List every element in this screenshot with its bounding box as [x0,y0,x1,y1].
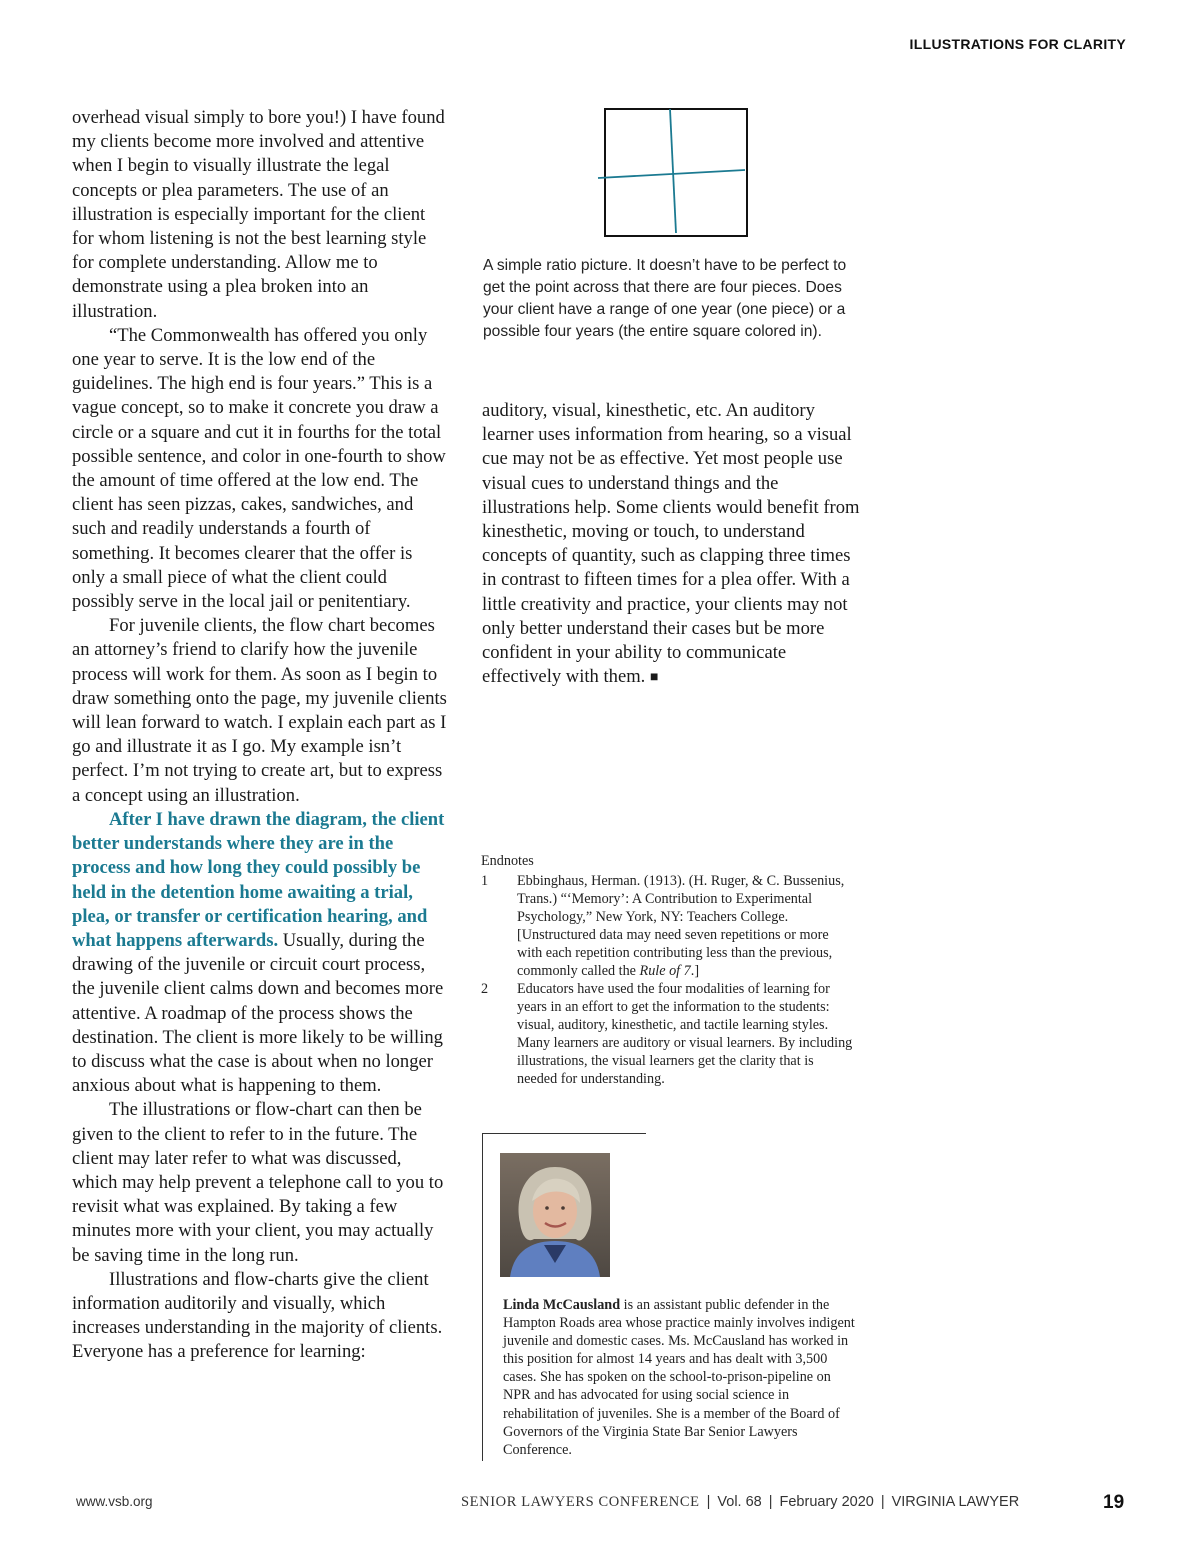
paragraph: overhead visual simply to bore you!) I have found my clients become more involved and attentive when I begin to visually illustrate the legal concepts or plea parameters. The use of an illustration is especially important for the client for whom listening is not the best learning style for complete understanding. Allow me to demonstrate using a plea broken into an illustration. [72,107,445,322]
endnote-italic: Rule of 7 [639,963,691,979]
paragraph: Illustrations and flow-charts give the client information auditorily and visually, which increases understanding in the majority of clients. Everyone has a preference for learning: [72,1268,443,1363]
endnote-number: 2 [481,981,489,997]
author-photo [500,1153,610,1277]
footer-volume: Vol. 68 [717,1494,762,1510]
bio-rule-left [482,1133,483,1461]
paragraph-with-pullquote [72,808,448,1098]
paragraph: “The Commonwealth has offered you only one year to serve. It is the low end of the guidelines. The high end is four years.” This is a vague concept, so to make it concrete you draw a circle or a square and cut it in fourths for the total possible sentence, and color in one-fourth to show the amount of time offered at the low end. The client has seen pizzas, cakes, sandwiches, and such and readily understands a fourth of something. It becomes clearer that the offer is only a small piece of what the client could possibly serve in the local jail or penitentiary. [72,324,446,613]
paragraph [482,399,862,690]
horizontal-divider [598,170,745,178]
author-bio-box [482,1133,860,1461]
page-number: 19 [1103,1492,1125,1513]
endnote-text [517,872,853,980]
footer-publication: SENIOR LAWYERS CONFERENCE [461,1494,700,1510]
paragraph-text: auditory, visual, kinesthetic, etc. An auditory learner uses information from hearing, so a visual cue may not be as effective. Yet most people use visual cues to understand things and the illustrations help. Some clients would benefit from kinesthetic, moving or touch, to understand concepts of quantity, such as clapping three times in contrast to fifteen times for a plea offer. With a little creativity and practice, your clients may not only better understand their cases but be more confident in your ability to communicate effectively with them. [482,400,860,688]
highlighted-text: After I have drawn the diagram, the client better understands where they are in the process and how long they could possibly be held in the detention home awaiting a trial, plea, or transfer or certification hearing, and what happens afterwards. [72,808,445,951]
endnote-item [481,872,853,980]
footer-magazine: VIRGINIA LAWYER [891,1494,1020,1510]
ratio-square-diagram [596,106,750,240]
endnote-text: Educators have used the four modalities of learning for years in an effort to get the information to the students: visual, auditory, kinesthetic, and tactile learning styles. Many learners are auditory or visual learners. By including illustrations, the visual learners get the clarity that is needed for understanding. [517,981,853,1087]
figure-caption: A simple ratio picture. It doesn’t have to be perfect to get the point across that there are four pieces. Does your client have a range of one year (one piece) or a possible four years (the entire square colored in). [483,257,847,340]
endnote-number: 1 [481,873,489,889]
endnote-item [481,980,853,1088]
footer-url: www.vsb.org [76,1494,153,1509]
endnotes [481,852,853,1088]
endnote-text-part: Ebbinghaus, Herman. (1913). (H. Ruger, & C. Bussenius, Trans.) “‘Memory’: A Contribution to Experimental Psychology,” New York, NY: Teachers College. [Unstructured data may need seven repetitions or more with each repetition contributing less than the previous, commonly called the [517,873,845,979]
footer-separator: | [768,1494,773,1510]
end-mark-icon: ■ [650,670,659,686]
author-bio [503,1296,855,1459]
footer-separator: | [880,1494,885,1510]
paragraph-text: Usually, during the drawing of the juvenile or circuit court process, the juvenile client calms down and becomes more attentive. A roadmap of the process shows the destination. The client is more likely to be willing to discuss what the case is about when no longer anxious about what is happening to them. [72,929,444,1097]
vertical-divider [670,109,676,233]
footer-date: February 2020 [779,1494,874,1510]
section-header: ILLUSTRATIONS FOR CLARITY [909,36,1126,52]
footer-separator: | [706,1494,711,1510]
author-name: Linda McCausland [503,1297,621,1313]
page-footer [0,1493,1200,1523]
paragraph: For juvenile clients, the flow chart becomes an attorney’s friend to clarify how the juvenile process will work for them. As soon as I begin to draw something onto the page, my juvenile clients will lean forward to watch. I explain each part as I go and illustrate it as I go. My example isn’t perfect. I’m not trying to create art, but to express a concept using an illustration. [72,615,447,806]
bio-rule-top [482,1133,646,1134]
left-column [72,106,448,1365]
paragraph: The illustrations or flow-chart can then be given to the client to refer to in the future. The client may later refer to what was discussed, which may help prevent a telephone call to you to revisit what was explained. By taking a few minutes more with your client, you may actually be saving time in the long run. [72,1099,444,1266]
footer-publication-line [461,1494,1019,1511]
endnotes-heading: Endnotes [481,853,534,869]
endnote-text-part: .] [690,963,700,979]
right-column [482,399,862,690]
author-bio-text: is an assistant public defender in the Hampton Roads area whose practice mainly involves indigent juvenile and domestic cases. Ms. McCausland has worked in this position for almost 14 years and has dealt with 3,500 cases. She has spoken on the school-to-prison-pipeline on NPR and has advocated for using social science in rehabilitation of juveniles. She is a member of the Board of Governors of the Virginia State Bar Senior Lawyers Conference. [503,1297,855,1458]
